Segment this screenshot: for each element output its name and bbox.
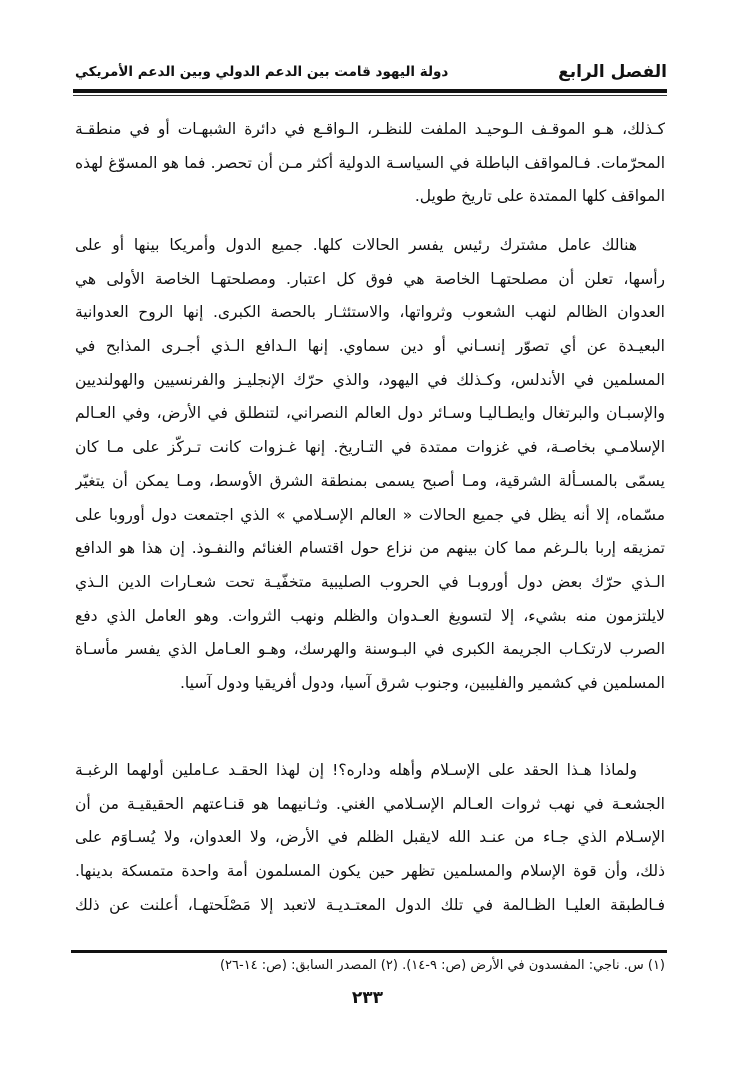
text-line: الجشعـة في نهب ثروات العـالم الإسـلامي الغني. وثـانيهما هو قنـاعتهم الحقيقيـة من أن (75, 794, 665, 813)
text-line: المسلمين في الأندلس، وكـذلك في اليهود، والذي حرّك الإنجليـز والفرنسيين والهولنديين (75, 370, 665, 389)
text-line: تمزيقه إربا بالـرغم مما كان بينهم من نزاع حول اقتسام الغنائم والنفـوذ. إن هذا هو الدافع (75, 539, 665, 558)
paragraph-2 (75, 229, 665, 701)
text-line: البعيـدة عن أي تصوّر إنسـاني أو دين سماوي. إنها الـدافع الـذي أجـرى المذابح في (75, 337, 665, 356)
text-line: يسمّى بالمسـألة الشرقية، ومـا أصبح يسمى بمنطقة الشرق الأوسط، ومـا يمكن أن يتغيّر (75, 471, 665, 490)
text-line: ولماذا هـذا الحقد على الإسـلام وأهله وداره؟! إن لهذا الحقـد عـاملين أولهما الرغبـة (75, 761, 637, 779)
text-line: المسلمين في كشمير والفليبين، وجنوب شرق آسيا، ودول أفريقيا ودول آسيا. (179, 673, 665, 692)
text-line: رأسها، تعلن أن مصلحتهـا الخاصة هي فوق كل اعتبار. ومصلحتهـا الخاصة الأولى هي (75, 269, 665, 288)
text-line: الإسلامـي بخاصـة، في غزوات ممتدة في التـاريخ. إنها غـزوات كانت تـركّز على مـا كان (75, 438, 665, 457)
text-line: لايلتزمون منه بشيء، إلا لتسويغ العـدوان والظلم ونهب الثروات. وهو العامل الذي دفع (75, 606, 665, 625)
text-line: مسّماه، إلا أنه يظل في جميع الحالات « العالم الإسـلامي » الذي اجتمعت دول أوروبا على (75, 505, 665, 524)
text-line: الإسـلام الذي جـاء من عنـد الله لايقبل الظلم في الأرض، ولا العدوان، ولا يُسـاوَم على (75, 828, 665, 847)
chapter-label: الفصل الرابع (558, 62, 667, 82)
text-line: العدوان الظالم لنهب الشعوب وثرواتها، والاستئثـار بالحصة الكبرى. إنها الروح العدوانية (75, 303, 665, 322)
text-line: المحرّمات. فـالمواقف الباطلة في السياسـة الدولية أكثر مـن أن تحصر. فما هو المسوّغ لهذه (75, 153, 665, 172)
header-rule (73, 89, 667, 93)
header-rule-thin (73, 95, 667, 96)
paragraph-1 (75, 113, 665, 214)
text-line: هنالك عامل مشترك رئيس يفسر الحالات كلها. جميع الدول وأمريكا بينها أو على (75, 236, 637, 254)
footnote-rule (71, 950, 667, 953)
text-line: والإسبـان والبرتغال وايطـاليـا وسـائر دول العالم النصراني، لتنطلق في الأرض، وفي العـالم (75, 404, 665, 423)
text-line: الصرب لارتكـاب الجريمة الكبرى في البـوسنة والهرسك، وهـو العـامل الذي يفسر مأسـاة (75, 640, 665, 659)
running-title: دولة اليهود قامت بين الدعم الدولي وبين الدعم الأمريكي (75, 64, 449, 80)
text-line: المواقف كلها الممتدة على تاريخ طويل. (414, 187, 665, 206)
text-line: الـذي حرّك بعض دول أوروبـا في الحروب الصليبية متخفّيـة تحت شعـارات الدين الـذي (75, 572, 665, 591)
text-line: فـالطبقة العليـا الظـالمة في تلك الدول المعتـديـة لاتعبد إلا مَصْلَحتهـا، أعلنت عن ذلك (75, 895, 665, 914)
text-line: ذلك، وأن قوة الإسلام والمسلمين تظهر حين يكون المسلمون أمة واحدة متمسكة بدينها. (75, 862, 665, 881)
text-line: كـذلك، هـو الموقـف الـوحيـد الملفت للنظـر، الـواقـع في دائرة الشبهـات أو في منطقـة (75, 120, 665, 138)
running-header (75, 62, 667, 84)
page-number: ٢٣٣ (351, 988, 384, 1008)
footnote: (١) س. ناجي: المفسدون في الأرض (ص: ٩-١٤). (٢) المصدر السابق: (ص: ١٤-٢٦) (219, 958, 665, 973)
paragraph-3 (75, 754, 665, 922)
